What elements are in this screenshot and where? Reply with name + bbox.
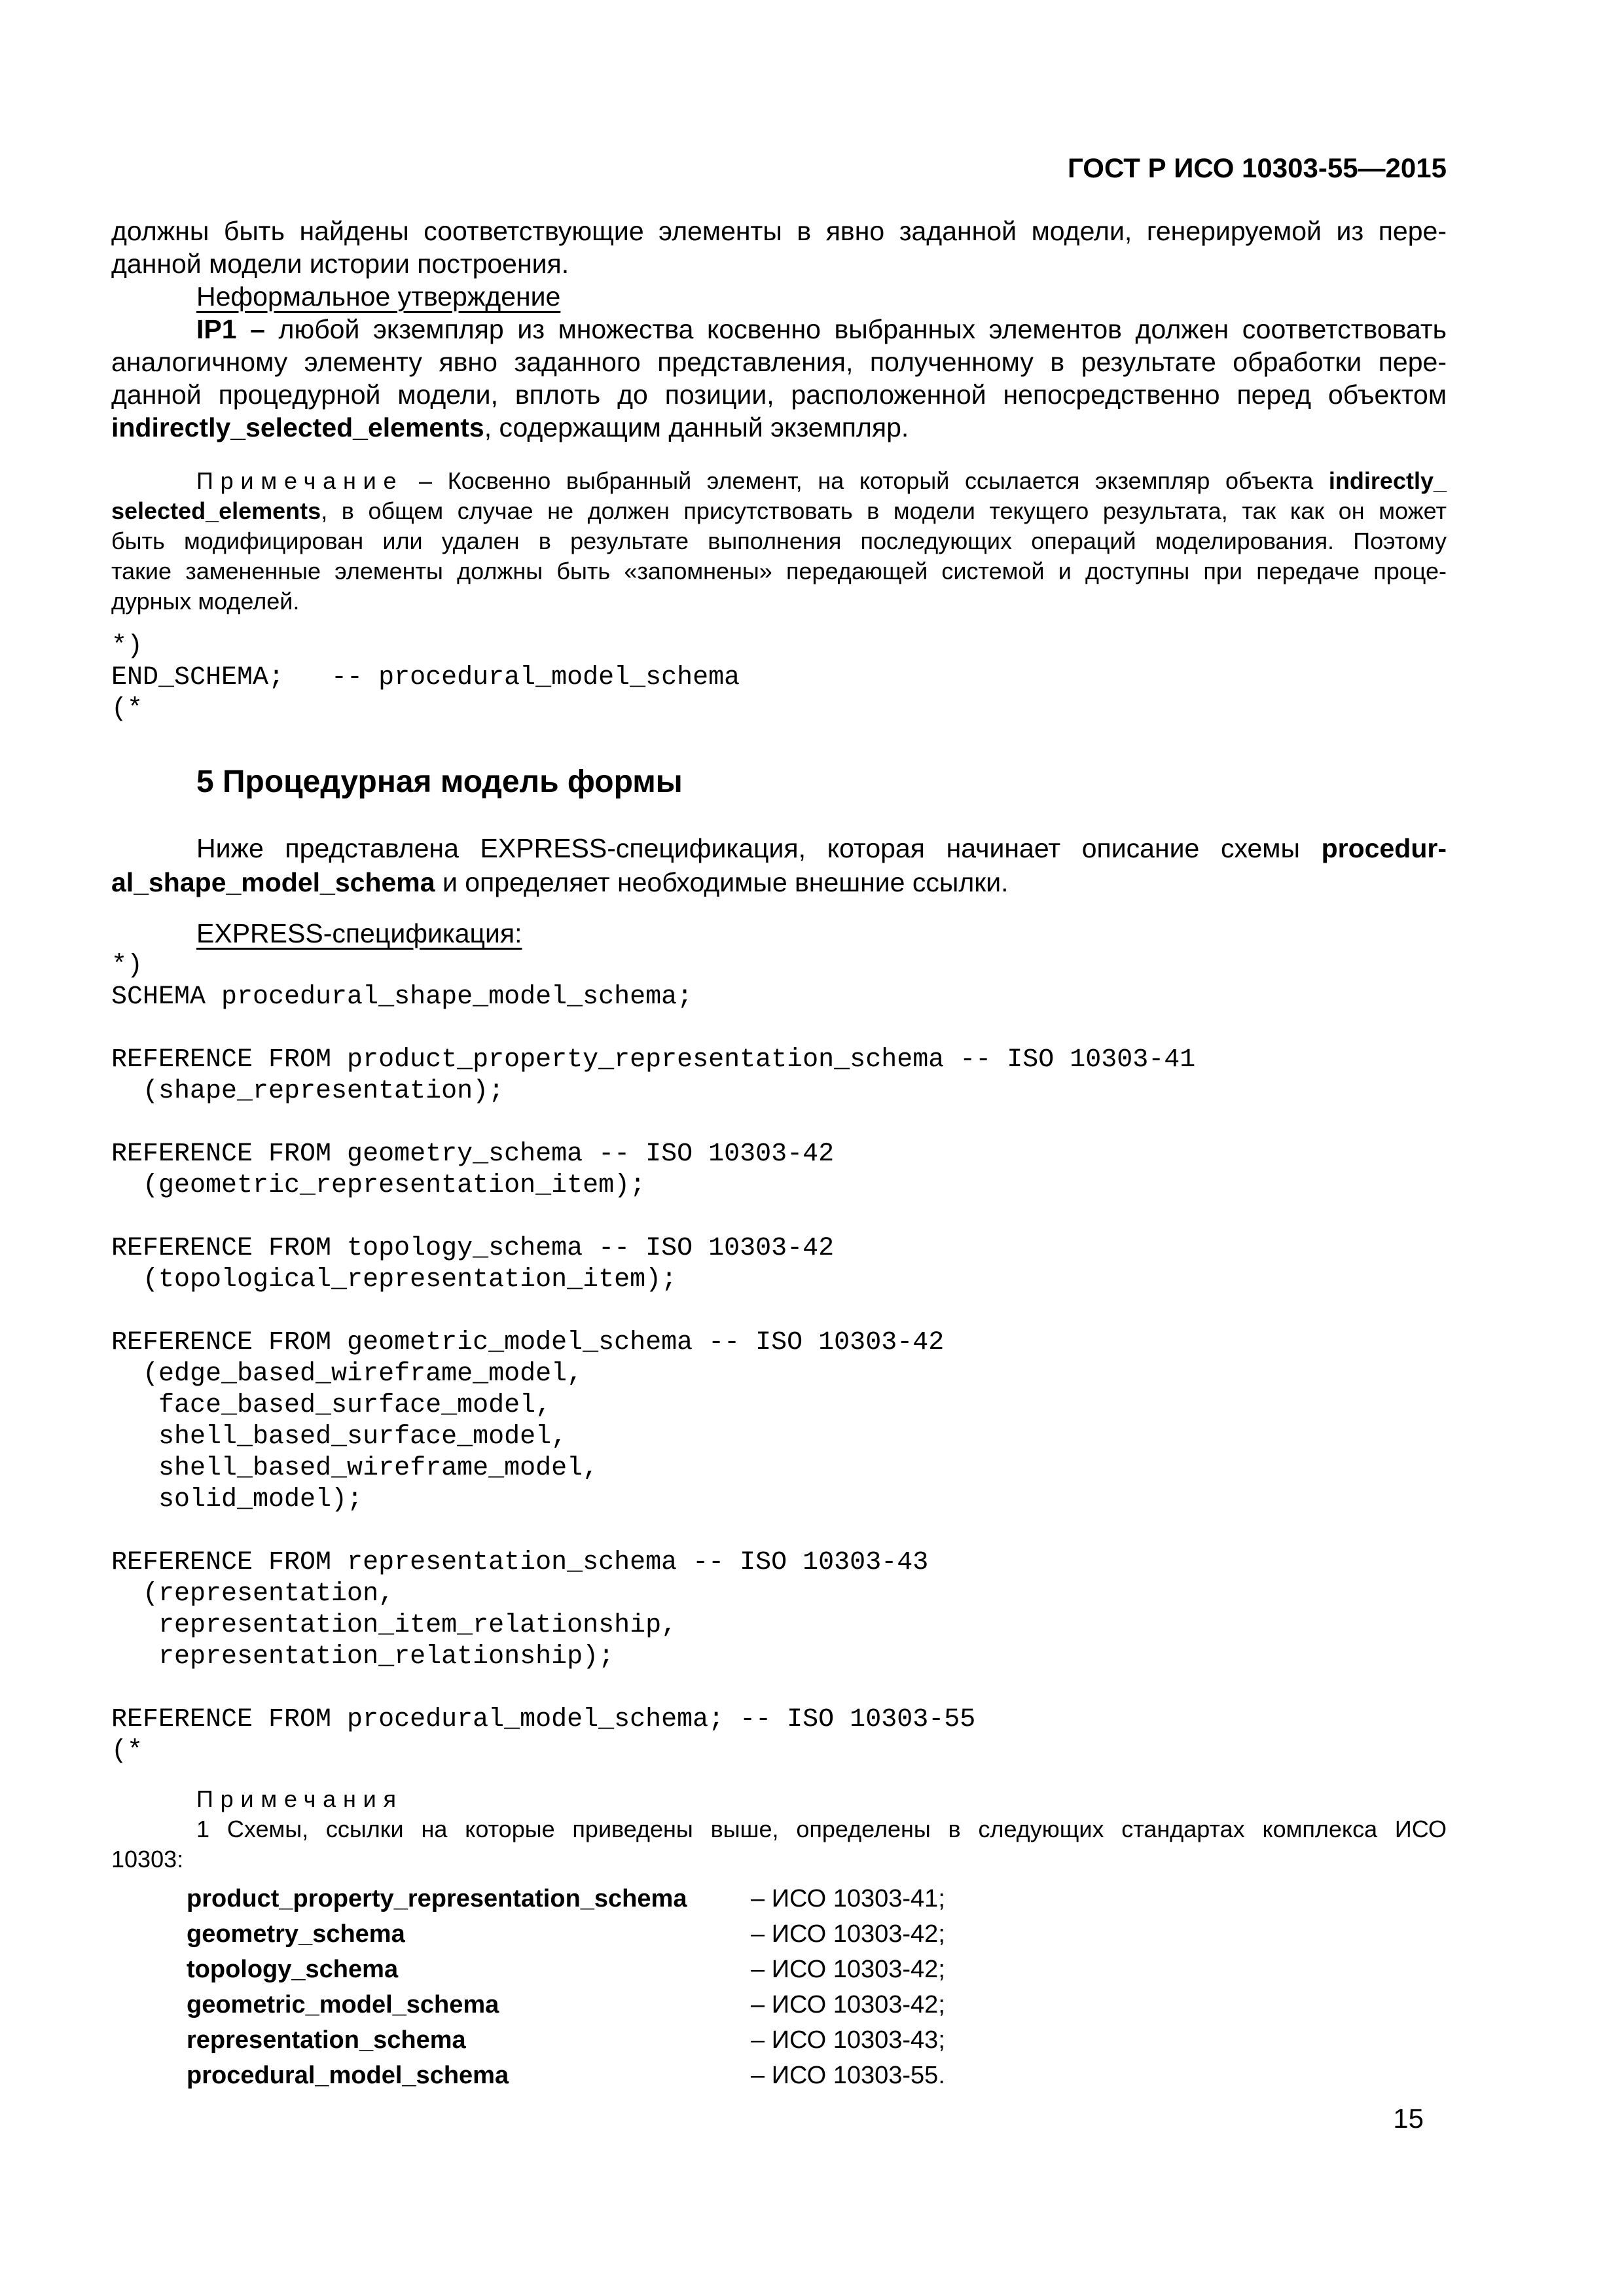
code-line: *) (111, 632, 143, 661)
code-line: REFERENCE FROM geometric_model_schema -- ISO 10303-42 (111, 1328, 945, 1357)
para-continuation (111, 215, 1447, 280)
page-content (111, 0, 1447, 2093)
code-line: (representation, (111, 1579, 395, 1609)
code-line (111, 1296, 1447, 1327)
text-line: EXPRESS-спецификация: (196, 918, 522, 948)
schema-name: product_property_representation_schema (187, 1885, 687, 1912)
text-line: 1 Схемы, ссылки на которые приведены выше, определены в следующих стандартах комплекса ИСО (196, 1816, 1447, 1842)
code-line: representation_relationship); (111, 1642, 615, 1672)
code-line: REFERENCE FROM topology_schema -- ISO 10303-42 (111, 1234, 835, 1263)
para-intro (111, 831, 1447, 899)
text-line: IP1 – любой экземпляр из множества косвенно выбранных элементов должен соответствовать (196, 314, 1447, 344)
code-line: SCHEMA procedural_shape_model_schema; (111, 982, 693, 1012)
schema-iso-ref: – ИСО 10303-42; (751, 1920, 945, 1948)
code-line: (topological_representation_item); (111, 1265, 677, 1295)
schema-name: geometry_schema (187, 1920, 405, 1948)
text-line: быть модифицирован или удален в результате выполнения последующих операций моделирования. Поэтому (111, 528, 1447, 554)
schema-iso-ref: – ИСО 10303-55. (751, 2062, 945, 2089)
schema-iso-ref: – ИСО 10303-42; (751, 1956, 945, 1983)
code-line: shell_based_wireframe_model, (111, 1454, 599, 1483)
text-line: Неформальное утверждение (196, 281, 561, 312)
text-line: аналогичному элементу явно заданного представления, полученному в результате обработки пере- (111, 347, 1447, 377)
informal-statement-heading (111, 280, 1447, 313)
schema-list-row (111, 1881, 1447, 1916)
code-line: face_based_surface_model, (111, 1391, 552, 1420)
code-line (111, 1202, 1447, 1233)
page-number: 15 (1393, 2103, 1424, 2134)
code-line: (* (111, 1736, 143, 1766)
text-line: данной модели истории построения. (111, 249, 569, 279)
code-line: REFERENCE FROM geometry_schema -- ISO 10303-42 (111, 1139, 835, 1169)
schema-name: representation_schema (187, 2026, 466, 2054)
code-line: (* (111, 694, 143, 724)
text-line: indirectly_selected_elements, содержащим данный экземпляр. (111, 412, 909, 442)
text-line: такие замененные элементы должны быть «запомнены» передающей системой и доступны при передаче проце- (111, 558, 1447, 584)
schema-list-row (111, 1916, 1447, 1952)
code-line (111, 1013, 1447, 1045)
code-line (111, 1107, 1447, 1139)
notes-heading: Примечания (196, 1785, 403, 1812)
text-line: selected_elements, в общем случае не должен присутствовать в модели текущего результата, так как он может (111, 497, 1447, 524)
text-line: al_shape_model_schema и определяет необходимые внешние ссылки. (111, 867, 1009, 897)
notes-para (111, 1814, 1447, 1874)
para-ip1 (111, 313, 1447, 444)
code-line: (edge_based_wireframe_model, (111, 1359, 583, 1389)
text-line: данной процедурной модели, вплоть до позиции, расположенной непосредственно перед объектом (111, 380, 1447, 410)
schema-iso-ref: – ИСО 10303-43; (751, 2026, 945, 2054)
text-line: должны быть найдены соответствующие элементы в явно заданной модели, генерируемой из пере- (111, 216, 1447, 246)
code-line: REFERENCE FROM procedural_model_schema; -- ISO 10303-55 (111, 1705, 976, 1734)
text-line: Ниже представлена EXPRESS-спецификация, которая начинает описание схемы procedur- (196, 833, 1447, 863)
schema-name: procedural_model_schema (187, 2062, 509, 2089)
schema-name: geometric_model_schema (187, 1991, 499, 2018)
text-line: дурных моделей. (111, 588, 300, 615)
schema-iso-ref: – ИСО 10303-42; (751, 1991, 945, 2018)
schema-iso-ref: – ИСО 10303-41; (751, 1885, 945, 1912)
text-line: Примечание – Косвенно выбранный элемент, на который ссылается экземпляр объекта indirectly_ (196, 467, 1447, 494)
express-spec-heading (111, 916, 1447, 950)
code-line: *) (111, 951, 143, 980)
code-end-schema (111, 631, 1447, 725)
schema-list-row (111, 1952, 1447, 1987)
code-line: REFERENCE FROM representation_schema -- ISO 10303-43 (111, 1548, 929, 1577)
code-line (111, 1673, 1447, 1704)
schema-name: topology_schema (187, 1956, 399, 1983)
code-line (111, 1516, 1447, 1547)
code-line: representation_item_relationship, (111, 1611, 677, 1640)
text-line: 10303: (111, 1846, 184, 1873)
code-line: shell_based_surface_model, (111, 1422, 568, 1452)
code-line: solid_model); (111, 1485, 363, 1515)
code-line: REFERENCE FROM product_property_representation_schema -- ISO 10303-41 (111, 1045, 1196, 1075)
code-line: END_SCHEMA; -- procedural_model_schema (111, 663, 740, 692)
section-5-heading: 5 Процедурная модель формы (196, 764, 683, 799)
code-express-spec (111, 950, 1447, 1767)
code-line: (shape_representation); (111, 1077, 505, 1106)
code-line: (geometric_representation_item); (111, 1171, 646, 1200)
note-block (111, 466, 1447, 617)
schema-list-row (111, 2058, 1447, 2093)
schema-reference-list (111, 1881, 1447, 2093)
doc-header-code: ГОСТ Р ИСО 10303-55—2015 (1068, 152, 1447, 183)
schema-list-row (111, 2022, 1447, 2058)
schema-list-row (111, 1987, 1447, 2022)
